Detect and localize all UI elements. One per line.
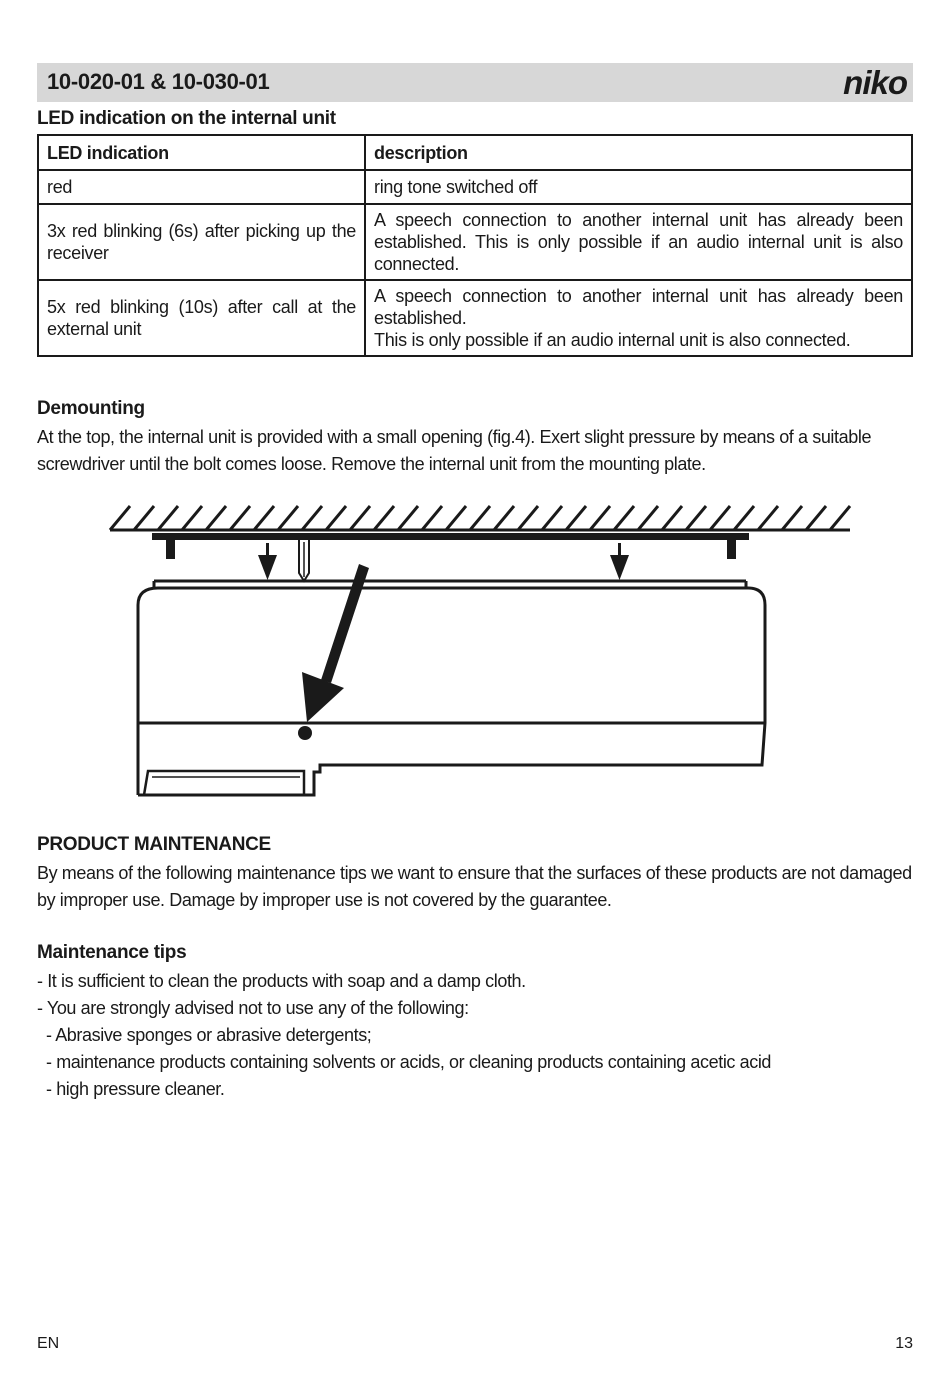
page-number: 13 (895, 1335, 913, 1352)
screwdriver-arrow-icon (298, 564, 369, 740)
header-bar (37, 63, 913, 102)
wall-hatching (110, 506, 850, 530)
table-row (38, 170, 912, 204)
demounting-text: At the top, the internal unit is provided with a small opening (fig.4). Exert slight pressure by means of a suitable screwdriver until the bolt comes loose. Remove the internal unit from the mounting plate. (37, 427, 872, 474)
column-header-led: LED indication (38, 135, 365, 170)
description-cell: A speech connection to another internal unit has already been established. This is only possible if an audio internal unit is also connected. (365, 204, 912, 280)
mounting-plate (152, 533, 749, 559)
column-header-description: description (365, 135, 912, 170)
table-row (38, 204, 912, 280)
list-item: - high pressure cleaner. (46, 1079, 225, 1099)
list-item: - Abrasive sponges or abrasive detergents; (46, 1025, 372, 1045)
led-cell: 3x red blinking (6s) after picking up the receiver (38, 204, 365, 280)
table-header-row (38, 135, 912, 170)
document-title: 10-020-01 & 10-030-01 (47, 69, 270, 94)
tips-list (37, 968, 913, 1103)
led-section-title: LED indication on the internal unit (37, 108, 336, 129)
niko-logo: niko (843, 64, 907, 101)
demounting-figure (100, 497, 860, 807)
internal-unit (138, 581, 765, 795)
table-row (38, 280, 912, 356)
led-cell: red (38, 170, 365, 204)
list-item: - It is sufficient to clean the products with soap and a damp cloth. (37, 971, 526, 991)
list-item: - maintenance products containing solvents or acids, or cleaning products containing acetic acid (46, 1052, 772, 1072)
list-item: - You are strongly advised not to use any of the following: (37, 998, 469, 1018)
led-indication-table (37, 134, 913, 357)
led-cell: 5x red blinking (10s) after call at the external unit (38, 280, 365, 356)
description-cell: ring tone switched off (365, 170, 912, 204)
tips-title: Maintenance tips (37, 942, 187, 963)
description-line: A speech connection to another internal unit has already been established. (374, 286, 903, 328)
demounting-title: Demounting (37, 398, 145, 419)
arrow-down-icon (610, 543, 629, 580)
arrow-down-icon (258, 543, 277, 580)
description-cell (365, 280, 912, 356)
maintenance-text: By means of the following maintenance tips we want to ensure that the surfaces of these products are not damaged by improper use. Damage by improper use is not covered by the guarantee. (37, 863, 912, 910)
maintenance-title: PRODUCT MAINTENANCE (37, 834, 271, 855)
bolt (299, 540, 309, 581)
language-code: EN (37, 1335, 60, 1352)
description-line: This is only possible if an audio internal unit is also connected. (374, 330, 851, 350)
